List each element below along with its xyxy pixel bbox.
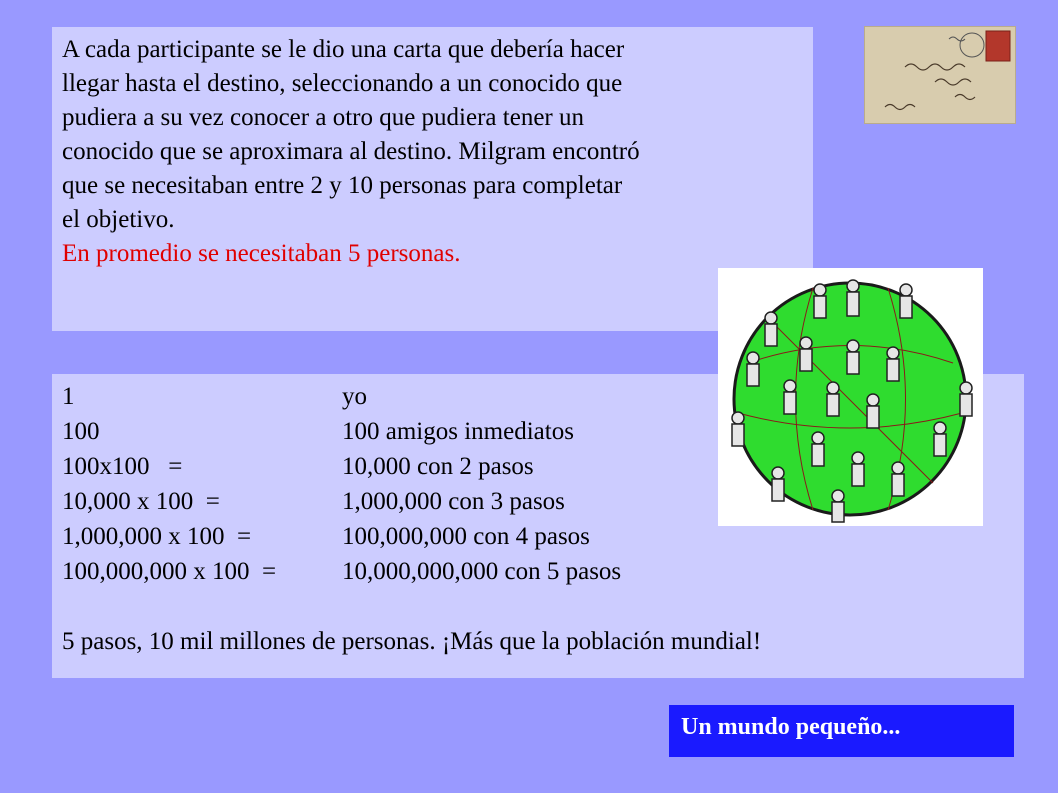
intro-line: conocido que se aproximara al destino. Milgram encontró bbox=[62, 138, 640, 165]
conclusion-text: 5 pasos, 10 mil millones de personas. ¡Más que la población mundial! bbox=[62, 628, 762, 655]
calc-left: 100,000,000 x 100 = bbox=[62, 558, 277, 585]
calc-left: 100x100 = bbox=[62, 453, 183, 480]
globe-image bbox=[718, 268, 983, 526]
calc-left: 1 bbox=[62, 383, 75, 410]
calc-right: 100,000,000 con 4 pasos bbox=[342, 523, 590, 550]
calc-left: 100 bbox=[62, 418, 100, 445]
calc-right: 10,000,000,000 con 5 pasos bbox=[342, 558, 622, 585]
intro-panel bbox=[52, 27, 813, 331]
intro-line: el objetivo. bbox=[62, 206, 175, 233]
calc-left: 10,000 x 100 = bbox=[62, 488, 220, 515]
calc-right: 100 amigos inmediatos bbox=[342, 418, 574, 445]
intro-line: A cada participante se le dio una carta que debería hacer bbox=[62, 36, 625, 63]
stamp-icon bbox=[986, 31, 1010, 61]
intro-line: pudiera a su vez conocer a otro que pudiera tener un bbox=[62, 104, 584, 131]
calc-right: 1,000,000 con 3 pasos bbox=[342, 488, 565, 515]
slide-title: Un mundo pequeño... bbox=[669, 705, 1014, 757]
intro-highlight: En promedio se necesitaban 5 personas. bbox=[62, 240, 461, 267]
calc-right: 10,000 con 2 pasos bbox=[342, 453, 534, 480]
envelope-image bbox=[864, 26, 1016, 124]
intro-line: llegar hasta el destino, seleccionando a un conocido que bbox=[62, 70, 623, 97]
calc-right: yo bbox=[342, 383, 367, 410]
calc-left: 1,000,000 x 100 = bbox=[62, 523, 252, 550]
envelope-drawing bbox=[865, 27, 1015, 123]
spacer bbox=[62, 590, 1014, 625]
globe-drawing bbox=[718, 268, 983, 526]
intro-line: que se necesitaban entre 2 y 10 personas para completar bbox=[62, 172, 623, 199]
calc-row bbox=[62, 555, 1014, 590]
